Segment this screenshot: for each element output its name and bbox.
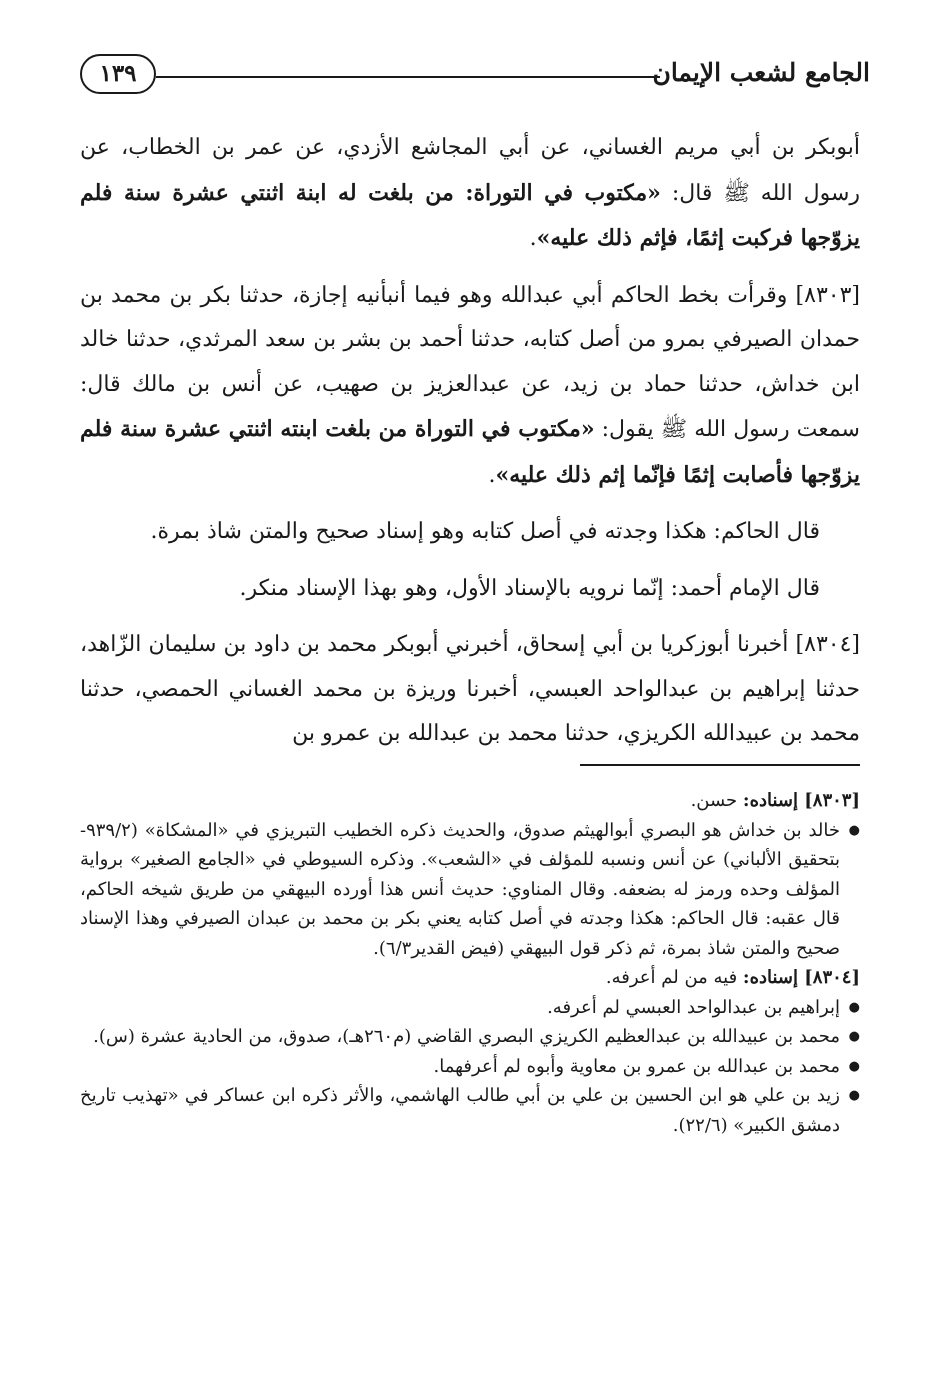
paragraph-text: . [529, 226, 537, 251]
paragraph: قال الحاكم: هكذا وجدته في أصل كتابه وهو إسناد صحيح والمتن شاذ بمرة. [150, 519, 820, 544]
footnote-list [80, 993, 860, 1141]
footnotes [80, 786, 860, 1140]
book-title: الجامع لشعب الإيمان [652, 58, 870, 87]
footnote-item: ● محمد بن عبيدالله بن عبدالعظيم الكريزي البصري القاضي (م٢٦٠هـ)، صدوق، من الحادية عشرة (س). [80, 1022, 860, 1052]
footnote-label: [٨٣٠٤] إسناده: [742, 967, 860, 988]
hadith-text: «مكتوب في التوراة من بلغت ابنته اثنتي عشرة سنة فلم يزوّجها فأصابت إثمًا فإنّما إثم ذلك عليه» [80, 416, 860, 488]
paragraph: قال الإمام أحمد: إنّما نرويه بالإسناد الأول، وهو بهذا الإسناد منكر. [239, 575, 820, 601]
paragraph-text: . [488, 462, 496, 488]
paragraph [80, 623, 860, 757]
hadith-text: «مكتوب في التوراة: من بلغت له ابنة اثنتي عشرة سنة فلم يزوّجها فركبت إثمًا، فإثم ذلك عليه» [80, 179, 860, 251]
header-rule [156, 76, 660, 78]
hadith-number: [٨٣٠٣] [795, 282, 860, 308]
page-header [80, 52, 870, 102]
hadith-number: [٨٣٠٤] [795, 632, 860, 657]
footnote-list [80, 816, 860, 964]
footnote-item: ● محمد بن عبدالله بن عمرو بن معاوية وأبوه لم أعرفهما. [80, 1052, 860, 1082]
paragraph [80, 274, 860, 499]
paragraph-text: وقرأت بخط الحاكم أبي عبدالله وهو فيما أنبأنيه إجازة، حدثنا بكر بن محمد بن حمدان الصيرفي بمرو من أصل كتابه، حدثنا أحمد بن بشر بن سعد المرثدي، حدثنا خالد ابن خداش، حدثنا حماد بن زيد، عن عبدالعزيز بن صهيب، عن أنس بن مالك قال: سمعت رسول الله ﷺ يقول: [80, 282, 860, 442]
footnote-label: [٨٣٠٣] إسناده: [742, 790, 860, 811]
footnote-verdict: حسن. [690, 790, 743, 811]
footnote-heading [80, 786, 860, 816]
paragraph-text: أخبرنا أبوزكريا بن أبي إسحاق، أخبرني أبوبكر محمد بن داود بن سليمان الزّاهد، حدثنا إبراهيم بن عبدالواحد العبسي، أخبرنا وريزة بن محمد الغساني الحمصي، حدثنا محمد بن عبيدالله الكريزي، حدثنا محمد بن عبدالله بن عمرو بن [80, 632, 860, 746]
footnote-item: ● خالد بن خداش هو البصري أبوالهيثم صدوق، والحديث ذكره الخطيب التبريزي في «المشكاة» (٩٣٩/٢-بتحقيق الألباني) عن أنس ونسبه للمؤلف في «الشعب». وذكره السيوطي في «الجامع الصغير» برواية المؤلف وحده ورمز له بضعفه. وقال المناوي: حديث أنس هذا أورده البيهقي من طريق شيخه الحاكم، قال عقبه: قال الحاكم: هكذا وجدته في أصل كتابه يعني بكر بن محمد بن عبدان الصيرفي وهذا الإسناد صحيح والمتن شاذ بمرة، ثم ذكر قول البيهقي (فيض القدير٦/٣). [80, 816, 860, 964]
footnote-item: ● إبراهيم بن عبدالواحد العبسي لم أعرفه. [80, 993, 860, 1023]
paragraph [80, 126, 860, 262]
footnote-item: ● زيد بن علي هو ابن الحسين بن علي بن أبي طالب الهاشمي، والأثر ذكره ابن عساكر في «تهذيب تاريخ دمشق الكبير» (٢٢/٦). [80, 1081, 860, 1140]
footnote-separator [580, 764, 860, 766]
footnote-heading [80, 963, 860, 993]
footnote-verdict: فيه من لم أعرفه. [605, 967, 743, 988]
page-number: ١٣٩ [80, 54, 156, 94]
paragraph-text: أبوبكر بن أبي مريم الغساني، عن أبي المجاشع الأزدي، عن عمر بن الخطاب، عن رسول الله ﷺ قال: [80, 135, 860, 206]
main-text [80, 126, 860, 757]
